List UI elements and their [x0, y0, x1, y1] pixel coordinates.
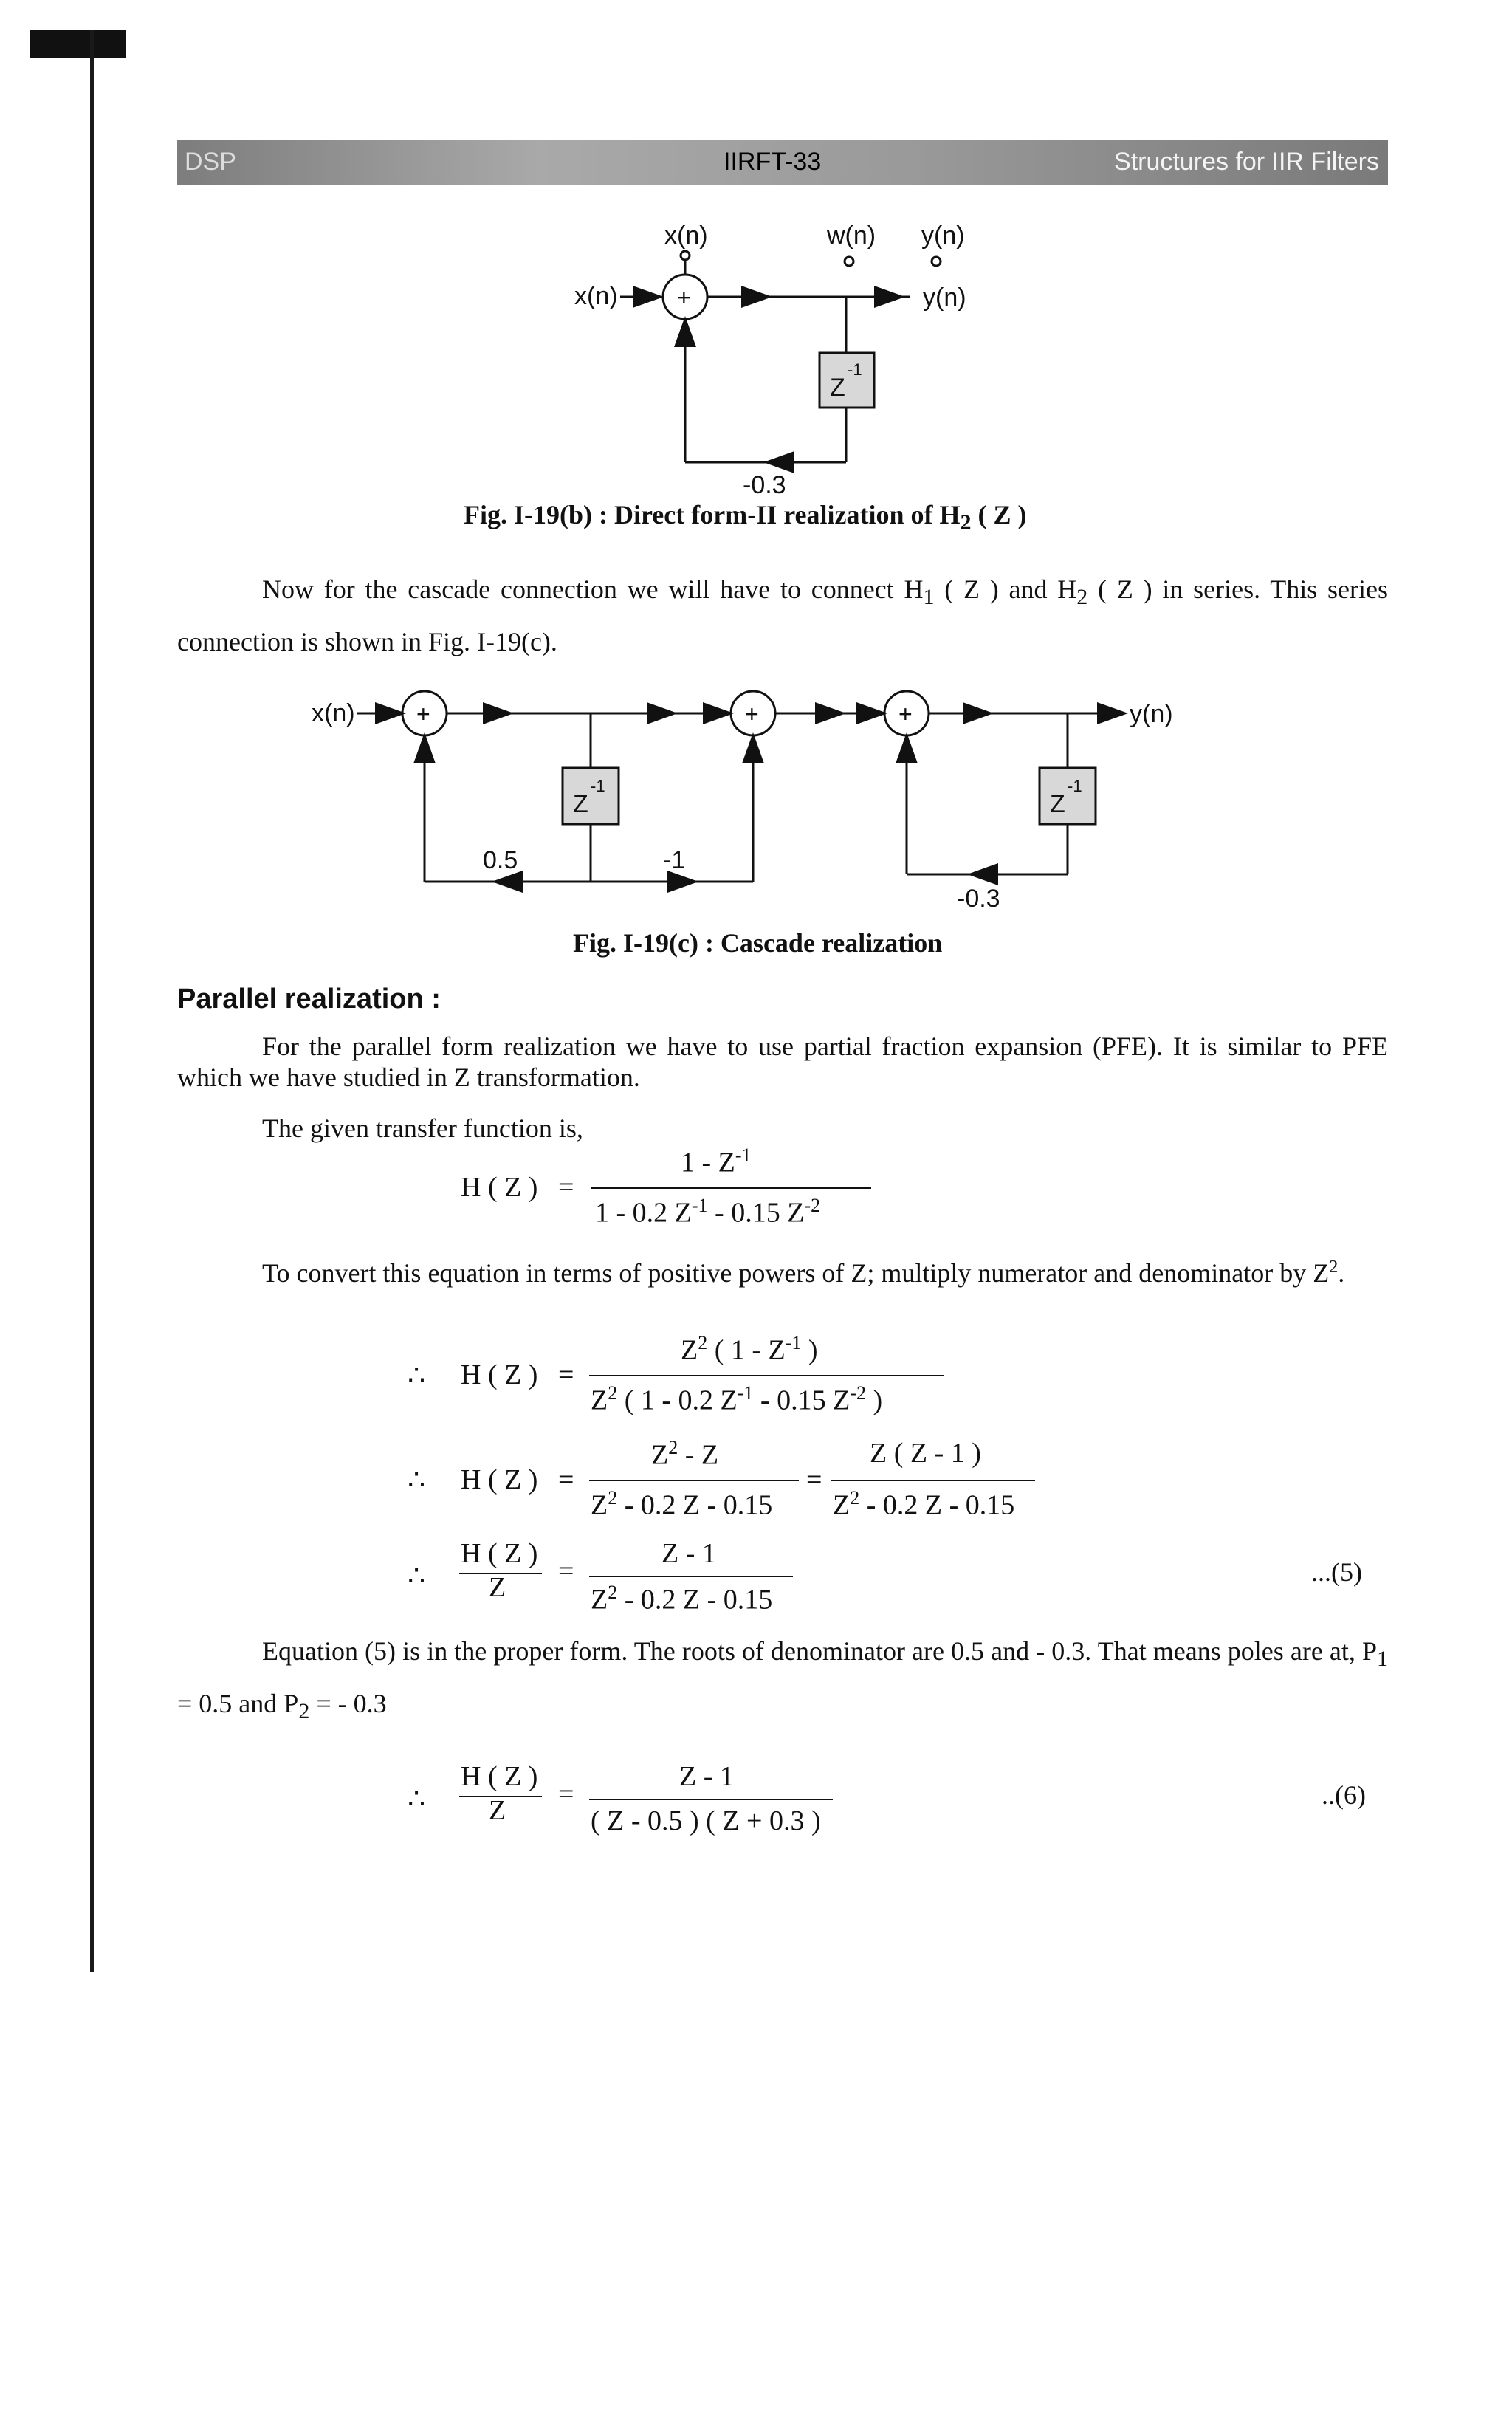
- para5-b: = 0.5 and P: [177, 1689, 299, 1719]
- paragraph-cascade: [177, 567, 1388, 664]
- eq5-number: ..(6): [1322, 1780, 1366, 1810]
- fig-b-delay-sup: -1: [848, 360, 862, 379]
- eq5-therefore: ∴: [408, 1784, 426, 1815]
- eq4-lhs-den: Z: [489, 1572, 506, 1603]
- eq5-lhs-num: H ( Z ): [461, 1761, 538, 1792]
- eq3-fraction-bar-1: [589, 1480, 799, 1481]
- fig-b-top-y: y(n): [921, 222, 965, 250]
- eq2-therefore: ∴: [408, 1360, 426, 1391]
- header-right: Structures for IIR Filters: [1114, 148, 1379, 176]
- eq3-den2-sup: 2: [850, 1487, 860, 1509]
- eq5-eqsign: =: [558, 1779, 574, 1810]
- eq5-den: ( Z - 0.5 ) ( Z + 0.3 ): [591, 1805, 821, 1836]
- section-heading: Parallel realization :: [177, 984, 441, 1015]
- para1-a: Now for the cascade connection we will have to connect H: [262, 574, 924, 604]
- para1-sub1: 1: [923, 585, 935, 610]
- fig-c-coef-3: -0.3: [957, 885, 1000, 913]
- eq3-num2: Z ( Z - 1 ): [870, 1438, 981, 1469]
- eq3-therefore: ∴: [408, 1465, 426, 1496]
- eq3-num1-a: Z: [651, 1439, 669, 1471]
- fig-b-caption: [464, 499, 1027, 535]
- para5-a: Equation (5) is in the proper form. The roots of denominator are 0.5 and - 0.3. That means poles are at, P: [262, 1636, 1377, 1666]
- fig-b-node-y: [932, 257, 941, 266]
- eq2-den-d: ): [865, 1384, 883, 1416]
- fig-c-coef-2: -1: [663, 846, 686, 874]
- eq1-den-mid: - 0.15 Z: [707, 1197, 805, 1229]
- fig-b-output-label: y(n): [923, 284, 966, 312]
- eq2-eqsign: =: [558, 1359, 574, 1390]
- eq4-number: ...(5): [1311, 1557, 1362, 1587]
- eq3-lhs: H ( Z ): [461, 1464, 538, 1495]
- eq2-num-b: ( 1 - Z: [707, 1334, 786, 1366]
- eq4-fraction-bar: [589, 1576, 793, 1577]
- fig-c-input-label: x(n): [312, 699, 355, 727]
- eq3-den2: [833, 1487, 1014, 1522]
- eq2-den-a: Z: [591, 1384, 608, 1416]
- para5-c: = - 0.3: [309, 1689, 387, 1719]
- paragraph-roots: [177, 1629, 1388, 1734]
- eq2-numerator: [681, 1332, 818, 1367]
- header-left: DSP: [185, 148, 236, 176]
- fig-c-delay-2-z: Z: [1050, 790, 1065, 818]
- eq2-lhs: H ( Z ): [461, 1359, 538, 1390]
- fig-b-node-w: [845, 257, 853, 266]
- para4-sup: 2: [1329, 1257, 1339, 1277]
- eq2-num-a: Z: [681, 1334, 698, 1366]
- para4-a: To convert this equation in terms of positive powers of Z; multiply numerator and denominator by Z: [262, 1258, 1330, 1288]
- eq2-num-sup: 2: [698, 1332, 708, 1353]
- eq1-fraction-bar: [591, 1187, 871, 1189]
- eq3-den1: [591, 1487, 772, 1522]
- eq3-num1-sup: 2: [668, 1437, 678, 1458]
- eq1-eqsign: =: [558, 1172, 574, 1203]
- eq1-den-sup2: -2: [804, 1195, 821, 1216]
- header-center: IIRFT-33: [724, 148, 822, 176]
- para1-sub2: 2: [1076, 585, 1088, 610]
- eq1-lhs: H ( Z ): [461, 1172, 538, 1203]
- fig-b-delay-z: Z: [830, 374, 845, 402]
- eq4-therefore: ∴: [408, 1561, 426, 1592]
- paragraph-pfe: For the parallel form realization we have to use partial fraction expansion (PFE). It is similar to PFE which we have studied in Z transformation.: [177, 1032, 1388, 1092]
- para1-c: ( Z ) in series. This series connection is shown in Fig. I-19(c).: [177, 574, 1388, 657]
- para1-b: ( Z ) and H: [934, 574, 1077, 604]
- paragraph-given: The given transfer function is,: [262, 1113, 583, 1143]
- para5-sub1: 1: [1377, 1647, 1388, 1672]
- fig-c-caption: Fig. I-19(c) : Cascade realization: [573, 928, 943, 958]
- fig-c-adder-1-plus: +: [416, 701, 430, 727]
- eq3-fraction-bar-2: [831, 1480, 1035, 1481]
- eq5-num: Z - 1: [679, 1761, 734, 1792]
- eq3-den2-a: Z: [833, 1489, 850, 1521]
- eq2-den-sup3: -2: [850, 1382, 866, 1404]
- fig-c-delay-1-sup: -1: [591, 777, 605, 795]
- eq4-den-a: Z: [591, 1584, 608, 1616]
- para5-sub2: 2: [298, 1699, 310, 1724]
- eq3-num1: [651, 1437, 718, 1472]
- fig-c-delay-2-sup: -1: [1068, 777, 1082, 795]
- eq1-num: 1 - Z: [681, 1147, 735, 1178]
- eq2-den-b: ( 1 - 0.2 Z: [617, 1384, 738, 1416]
- eq1-num-sup: -1: [735, 1145, 752, 1166]
- eq2-num-c: ): [801, 1334, 818, 1366]
- fig-c-delay-1-z: Z: [573, 790, 588, 818]
- eq4-den-b: - 0.2 Z - 0.15: [617, 1584, 773, 1616]
- eq3-den1-sup: 2: [608, 1487, 618, 1509]
- eq4-num: Z - 1: [662, 1538, 716, 1569]
- eq2-den-sup: 2: [608, 1382, 618, 1404]
- fig-c-diagram: [312, 691, 1173, 913]
- eq2-fraction-bar: [589, 1375, 944, 1376]
- fig-c-adder-3-plus: +: [898, 701, 913, 727]
- eq4-lhs-num: H ( Z ): [461, 1538, 538, 1569]
- eq2-den-sup2: -1: [737, 1382, 754, 1404]
- fig-b-top-w: w(n): [827, 222, 876, 250]
- eq3-num1-b: - Z: [678, 1439, 719, 1471]
- diagrams-svg: [0, 0, 1512, 960]
- eq2-num-sup2: -1: [785, 1332, 802, 1353]
- eq1-den: 1 - 0.2 Z: [595, 1197, 692, 1229]
- eq1-denominator: [595, 1195, 820, 1229]
- eq3-eqsign: =: [558, 1464, 574, 1495]
- fig-c-output-label: y(n): [1130, 700, 1173, 728]
- eq4-eqsign: =: [558, 1556, 574, 1587]
- fig-b-top-x: x(n): [664, 222, 708, 250]
- eq5-fraction-bar: [589, 1799, 833, 1800]
- fig-b-caption-text: Fig. I-19(b) : Direct form-II realization of H: [464, 500, 961, 529]
- fig-b-caption-tail: ( Z ): [971, 500, 1027, 529]
- eq3-den1-a: Z: [591, 1489, 608, 1521]
- fig-b-coef: -0.3: [743, 471, 786, 499]
- paragraph-convert: [177, 1245, 1388, 1295]
- eq3-den2-b: - 0.2 Z - 0.15: [859, 1489, 1015, 1521]
- fig-c-coef-1: 0.5: [483, 846, 518, 874]
- fig-b-adder-plus: +: [677, 284, 691, 311]
- fig-b-diagram: [574, 222, 966, 499]
- eq3-den1-b: - 0.2 Z - 0.15: [617, 1489, 773, 1521]
- fig-c-adder-2-plus: +: [745, 701, 759, 727]
- fig-b-node-x: [681, 251, 690, 260]
- fig-b-input-label: x(n): [574, 282, 618, 310]
- eq3-eqsign2: =: [806, 1464, 822, 1495]
- eq2-denominator: [591, 1382, 882, 1417]
- eq4-den-sup: 2: [608, 1582, 618, 1603]
- eq4-den: [591, 1582, 772, 1616]
- eq1-numerator: [681, 1145, 752, 1179]
- eq1-den-sup1: -1: [691, 1195, 708, 1216]
- fig-b-caption-sub: 2: [960, 510, 972, 535]
- eq2-den-c: - 0.15 Z: [753, 1384, 850, 1416]
- eq5-lhs-den: Z: [489, 1795, 506, 1826]
- para4-b: .: [1338, 1258, 1345, 1288]
- fig-b-delay-box: [819, 353, 874, 408]
